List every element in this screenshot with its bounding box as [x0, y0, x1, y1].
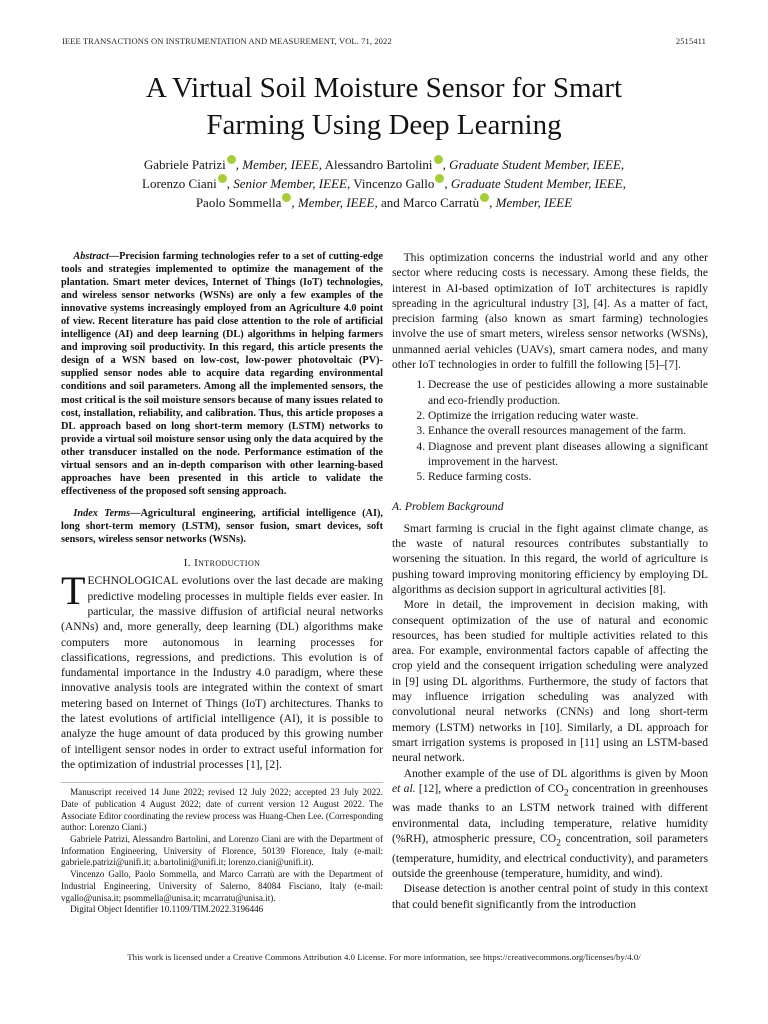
author-name: Gabriele Patrizi [143, 157, 226, 172]
title-line-2: Farming Using Deep Learning [206, 109, 562, 141]
author-role: Graduate Student Member, IEEE [449, 157, 621, 172]
author-name: Marco Carratù [402, 195, 480, 210]
author-name: Alessandro Bartolini [324, 157, 433, 172]
orcid-icon[interactable] [218, 174, 227, 183]
orcid-icon[interactable] [434, 155, 443, 164]
abstract-label: Abstract— [73, 251, 120, 262]
body-paragraph: This optimization concerns the industrial world and any other sector where reducing costs is necessary. Among these fields, the interest in AI-based optimization of IoT architectures is rapidly spreading in the agricultural industry [3], [4]. As a matter of fact, precision farming (also known as smart farming) technologies involve the use of smart meters, wireless sensor networks (WSNs), unmanned aerial vehicles (UAVs), smart camera nodes, and many other IoT technologies in order to fulfill the following [5]–[7]. [392, 251, 708, 372]
intro-first-word: ECHNOLOGICAL [87, 574, 179, 588]
orcid-icon[interactable] [480, 193, 489, 202]
intro-text: evolutions over the last decade are making predictive modeling processes in multiple fields ever easier. In particular, the massive diffusion of artificial neural networks (ANNs) and, more generally, deep learning (DL) algorithms make computers more autonomous in learning processes for classifications, regressions, and predictions. This evolution is of fundamental importance in the Industry 4.0 paradigm, where these innovative analysis tools are integrated within the context of smart metering based on Internet of Things (IoT) architectures. Thanks to the latest evolutions of artificial intelligence (AI), it is possible to analyze the huge amount of data produced by this growing number of intelligent sensor nodes in order to extract useful information for the optimization of industrial processes [1], [2]. [61, 574, 383, 771]
index-terms [61, 507, 383, 546]
author-name: Lorenzo Ciani [142, 176, 217, 191]
list-item: 3. Enhance the overall resources management of the farm. [428, 423, 708, 438]
footnote-doi: Digital Object Identifier 10.1109/TIM.2022.3196446 [70, 904, 264, 915]
footnote-affiliation-florence: Gabriele Patrizi, Alessandro Bartolini, and Lorenzo Ciani are with the Department of Information Engineering, University of Florence, 50139 Florence, Italy (e-mail: gabriele.patrizi@unifi.it; a.bartolini@unifi.it; lorenzo.ciani@unifi.it). [61, 834, 383, 868]
abstract-text: Precision farming technologies refer to a set of cutting-edge tools and strategies implemented to optimize the management of the plantation. Smart meter devices, Internet of Things (IoT) technologies, and wireless sensor networks (WSNs) are only a few examples of the innovative systems increasingly employed from an Agriculture 4.0 point of view. Recent literature has paid close attention to the role of artificial intelligence (AI) and deep learning (DL) algorithms in helping farmers and improving soil productivity. In this regard, this article presents the design of a WSN based on low-cost, low-power photovoltaic (PV)-supplied sensor nodes able to acquire data regarding environmental conditions and soil parameters. Among all the implemented sensors, the most critical is the soil moisture sensors because of many issues related to cost, installation, reliability, and calibration. Thus, this article proposes a DL approach based on long short-term memory (LSTM) networks to provide a virtual soil moisture sensor using only the data acquired by the other transducer installed on the node. Performance estimation of the virtual sensors and an in-depth comparison with other learning-based approaches have been presented in this article to validate the effectiveness of the proposed soft sensing approach. [61, 251, 383, 497]
author-role: Senior Member, IEEE [233, 176, 347, 191]
author-list: Gabriele Patrizi , Member, IEEE, Alessandro Bartolini , Graduate Student Member, IEEE, Lorenzo Ciani , Senior Member, IEEE, Vincenzo Gallo , Graduate Student Member, IEEE, Paolo Sommella , Member, IEEE, and Marco Carratù , Member, IEEE [142, 157, 626, 210]
body-paragraph: Smart farming is crucial in the fight against climate change, as the waste of natural resources contributes substantially to worsening the situation. In this regard, the world of agriculture is pushing toward improving monitoring efficiency by employing DL algorithms as decision support in agricultural activities [8]. [392, 521, 708, 596]
right-column [392, 250, 708, 912]
introduction-paragraph [61, 568, 383, 772]
author-role: Graduate Student Member, IEEE [450, 176, 623, 191]
orcid-icon[interactable] [227, 155, 236, 164]
footnote-manuscript: Manuscript received 14 June 2022; revised 12 July 2022; accepted 23 July 2022. Date of publication 4 August 2022; date of current version 12 August 2022. The Associate Editor coordinating the review process was Huang-Chen Lee. (Corresponding author: Lorenzo Ciani.) [61, 787, 383, 833]
body-paragraph: Disease detection is another central point of study in this context that could benefit significantly from the introduction [392, 882, 708, 911]
author-role: Member, IEEE [495, 195, 573, 210]
drop-cap: T [61, 568, 86, 614]
goals-list [392, 377, 708, 484]
list-item: 1. Decrease the use of pesticides allowing a more sustainable and eco-friendly production. [428, 377, 708, 408]
author-name: Vincenzo Gallo [353, 176, 435, 191]
abstract [61, 250, 383, 498]
left-column [61, 250, 383, 916]
index-terms-label: Index Terms— [73, 507, 141, 519]
running-header-journal: IEEE TRANSACTIONS ON INSTRUMENTATION AND MEASUREMENT, VOL. 71, 2022 [62, 36, 392, 46]
author-name: Paolo Sommella [195, 195, 282, 210]
body-paragraph: Another example of the use of DL algorithms is given by Moon et al. [12], where a prediction of $CO_2$ concentration in greenhouses was made thanks to an LSTM network trained with different environmental data, including temperature, relative humidity (%RH), atmospheric pressure, $CO_2$ concentration, soil parameters (temperature, humidity, and electrical conductivity), and parameters outside the greenhouse (temperature, humidity, and wind). [392, 766, 708, 880]
paper-title [0, 70, 768, 144]
section-heading-introduction: I. Introduction [183, 557, 261, 570]
footnotes [61, 782, 383, 916]
list-item: 5. Reduce farming costs. [428, 469, 708, 484]
list-item: 2. Optimize the irrigation reducing water waste. [428, 408, 708, 423]
body-paragraph: More in detail, the improvement in decision making, with consequent optimization of the use of natural and economic resources, has been studied for multiple activities related to this area. For example, environmental factors capable of affecting the crop yield and the consequent irrigation scheduling were analyzed in [9] using DL algorithms. Furthermore, the study of factors that may influence irrigation scheduling was analyzed with convolutional neural networks (CNNs) and long short-term memory (LSTM) networks in [10]. Similarly, a DL approach for smart irrigation systems is proposed in [11] using an LSTM-based neural network. [392, 598, 708, 765]
subsection-heading: A. Problem Background [392, 500, 504, 514]
title-line-1: A Virtual Soil Moisture Sensor for Smart [145, 72, 623, 104]
license-footer: This work is licensed under a Creative Commons Attribution 4.0 License. For more information, see https://creativecommons.org/licenses/by/4.0/ [127, 952, 641, 962]
orcid-icon[interactable] [282, 193, 291, 202]
list-item: 4. Diagnose and prevent plant diseases allowing a significant improvement in the harvest. [428, 439, 708, 470]
author-role: Member, IEEE [242, 157, 319, 172]
orcid-icon[interactable] [435, 174, 444, 183]
index-terms-text: Agricultural engineering, artificial intelligence (AI), long short-term memory (LSTM), sensor fusion, smart devices, soft sensors, wireless sensor networks (WSNs). [61, 507, 383, 545]
running-header-article-number: 2515411 [675, 36, 706, 46]
author-role: Member, IEEE [297, 195, 375, 210]
footnote-affiliation-salerno: Vincenzo Gallo, Paolo Sommella, and Marco Carratù are with the Department of Industrial Engineering, University of Salerno, 84084 Fisciano, Italy (e-mail: vgallo@unisa.it; psommella@unisa.it; mcarratu@unisa.it). [61, 869, 383, 903]
